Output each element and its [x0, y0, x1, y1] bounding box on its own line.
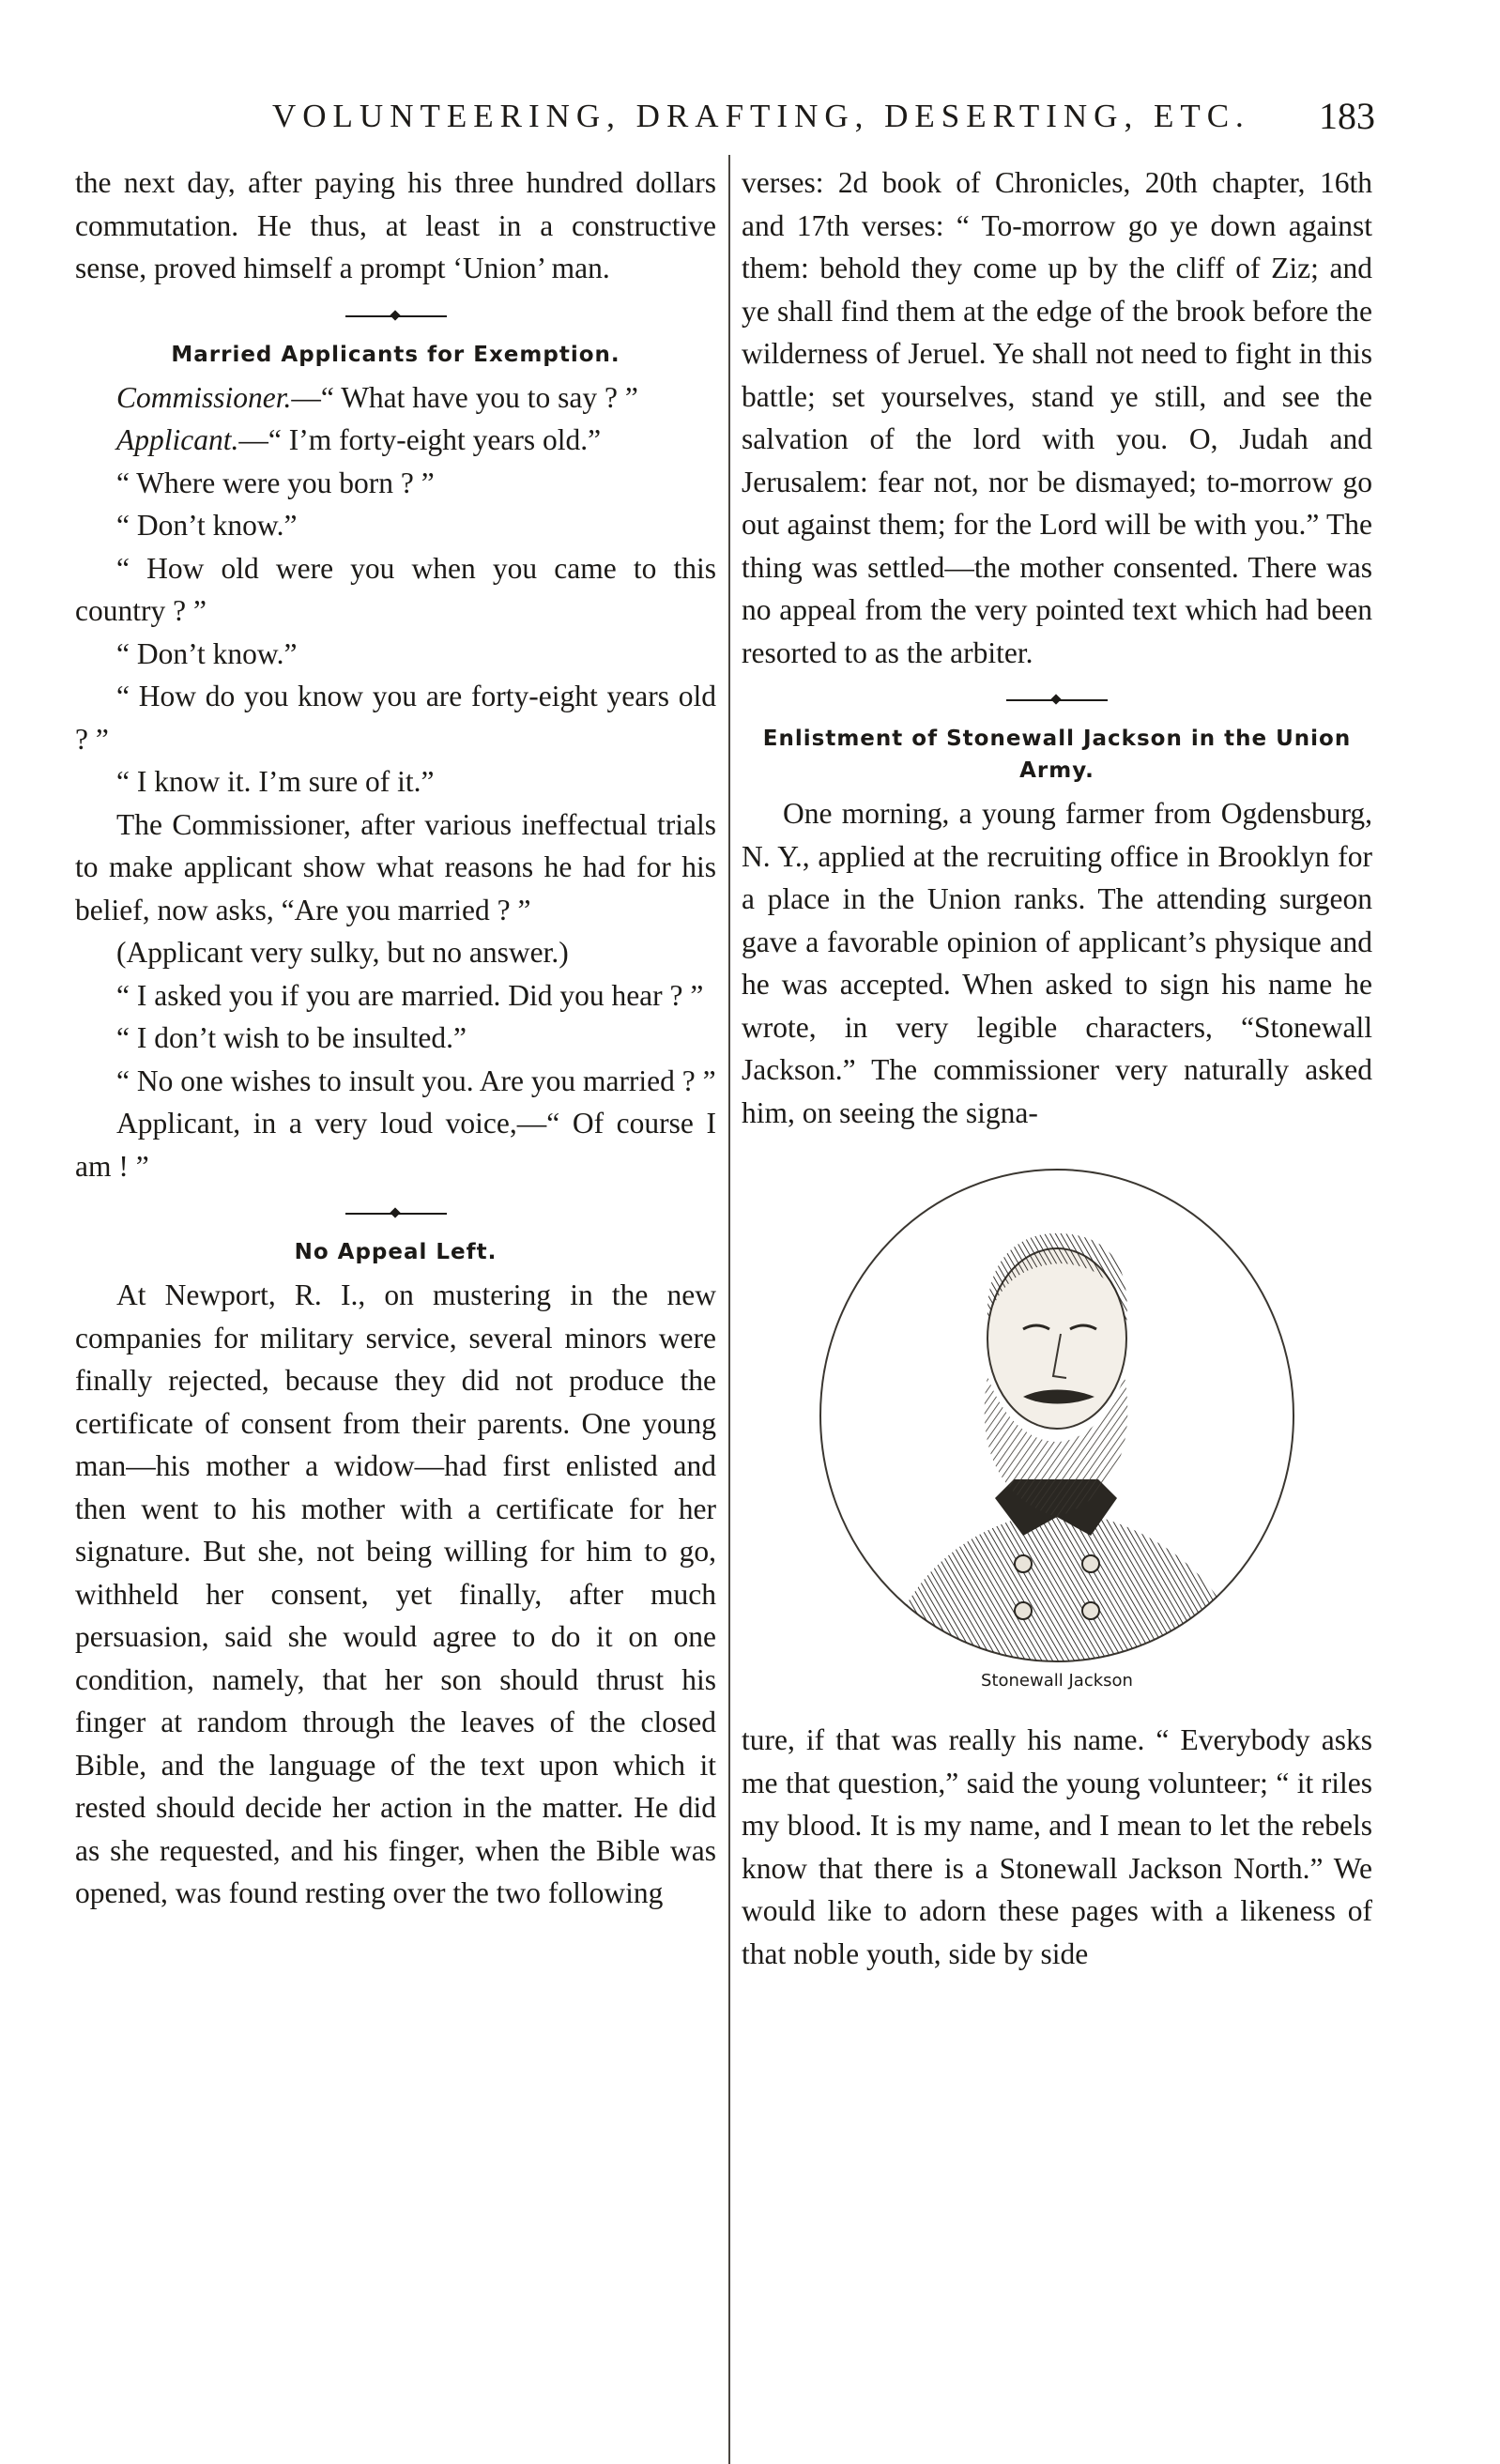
- section-heading-no-appeal: No Appeal Left.: [294, 1240, 497, 1264]
- page-number: 183: [1319, 95, 1375, 137]
- portrait-engraving: [742, 1141, 1372, 1667]
- intro-paragraph: the next day, after paying his three hundred dollars commutation. He thus, at least in a constructive sense, proved himself a prompt ‘Union’ man.: [75, 166, 716, 284]
- portrait-caption: Stonewall Jackson: [981, 1671, 1133, 1691]
- no-appeal-paragraph: At Newport, R. I., on mustering in the new companies for military service, several minors were finally rejected, because they did not produce the certificate of consent from their parents. One young man—his mother a widow—had first enlisted and then went to his mother with a certificate for her signature. But she, not being willing for him to go, withheld her consent, yet finally, after much persuasion, said she would agree to do it on one condition, namely, that her son should thrust his finger at random through the leaves of the closed Bible, and the language of the text upon which it rested should decide her action in the matter. He did as she requested, and his finger, when the Bible was opened, was found resting over the two following: [75, 1278, 716, 1909]
- section-heading-enlistment: Enlistment of Stonewall Jackson in the Union Army.: [762, 727, 1352, 783]
- dialogue-line: “ How do you know you are forty-eight years old ? ”: [75, 680, 716, 756]
- dialogue-line: “ Don’t know.”: [116, 509, 298, 542]
- section-heading-married: Married Applicants for Exemption.: [171, 342, 620, 367]
- dialogue-text: —“ I’m forty-eight years old.”: [238, 423, 602, 456]
- dialogue-line: The Commissioner, after various ineffectual trials to make applicant show what reasons he had for his belief, now asks, “Are you married ? ”: [75, 807, 716, 926]
- running-head: [75, 94, 1375, 141]
- dialogue-line: Applicant, in a very loud voice,—“ Of course I am ! ”: [75, 1107, 716, 1183]
- speaker-label: Applicant.: [116, 423, 239, 456]
- speaker-label: Commissioner.: [116, 380, 292, 414]
- enlistment-paragraph: One morning, a young farmer from Ogdensburg, N. Y., applied at the recruiting office in Brooklyn for a place in the Union ranks. The attending surgeon gave a favorable opinion of applicant’s physique and he was accepted. When asked to sign his name he wrote, in very legible characters, “Stonewall Jackson.” The commissioner very naturally asked him, on seeing the signa-: [742, 797, 1372, 1129]
- section-ornament: [742, 681, 1372, 719]
- dialogue-line: “ I know it. I’m sure of it.”: [116, 765, 435, 798]
- dialogue-line: (Applicant very sulky, but no answer.): [116, 936, 569, 969]
- dialogue-line: [75, 419, 716, 462]
- right-column: [742, 161, 1372, 1975]
- dialogue-line: “ I don’t wish to be insulted.”: [116, 1021, 467, 1054]
- portrait-illustration: [742, 1141, 1372, 1667]
- column-divider: [728, 155, 730, 2464]
- continuation-paragraph: verses: 2d book of Chronicles, 20th chapter, 16th and 17th verses: “ To-morrow go ye down against them: behold they come up by the cliff of Ziz; and ye shall find them at the edge of the brook before the wilderness of Jeruel. Ye shall not need to fight in this battle; set yourselves, stand ye still, and see the salvation of the lord with you. O, Judah and Jerusalem: fear not, nor be dismayed; to-morrow go out against them; for the Lord will be with you.” The thing was settled—the mother consented. There was no appeal from the very pointed text which had been resorted to as the arbiter.: [742, 166, 1372, 669]
- dialogue-line: “ Don’t know.”: [116, 636, 298, 670]
- enlistment-continuation: ture, if that was really his name. “ Everybody asks me that question,” said the young volunteer; “ it riles my blood. It is my name, and I mean to let the rebels know that there is a Stonewall Jackson North.” We would like to adorn these pages with a likeness of that noble youth, side by side: [742, 1723, 1372, 1970]
- section-ornament: [75, 298, 716, 335]
- dialogue-line: “ Where were you born ? ”: [116, 466, 435, 499]
- running-title: VOLUNTEERING, DRAFTING, DESERTING, ETC.: [272, 98, 1250, 134]
- dialogue-text: —“ What have you to say ? ”: [291, 380, 638, 414]
- left-column: [75, 161, 716, 1915]
- dialogue-line: “ No one wishes to insult you. Are you married ? ”: [116, 1064, 716, 1097]
- dialogue-line: [75, 376, 716, 420]
- dialogue-line: “ I asked you if you are married. Did you hear ? ”: [116, 978, 704, 1012]
- dialogue-line: “ How old were you when you came to this country ? ”: [75, 551, 716, 627]
- section-ornament: [75, 1195, 716, 1232]
